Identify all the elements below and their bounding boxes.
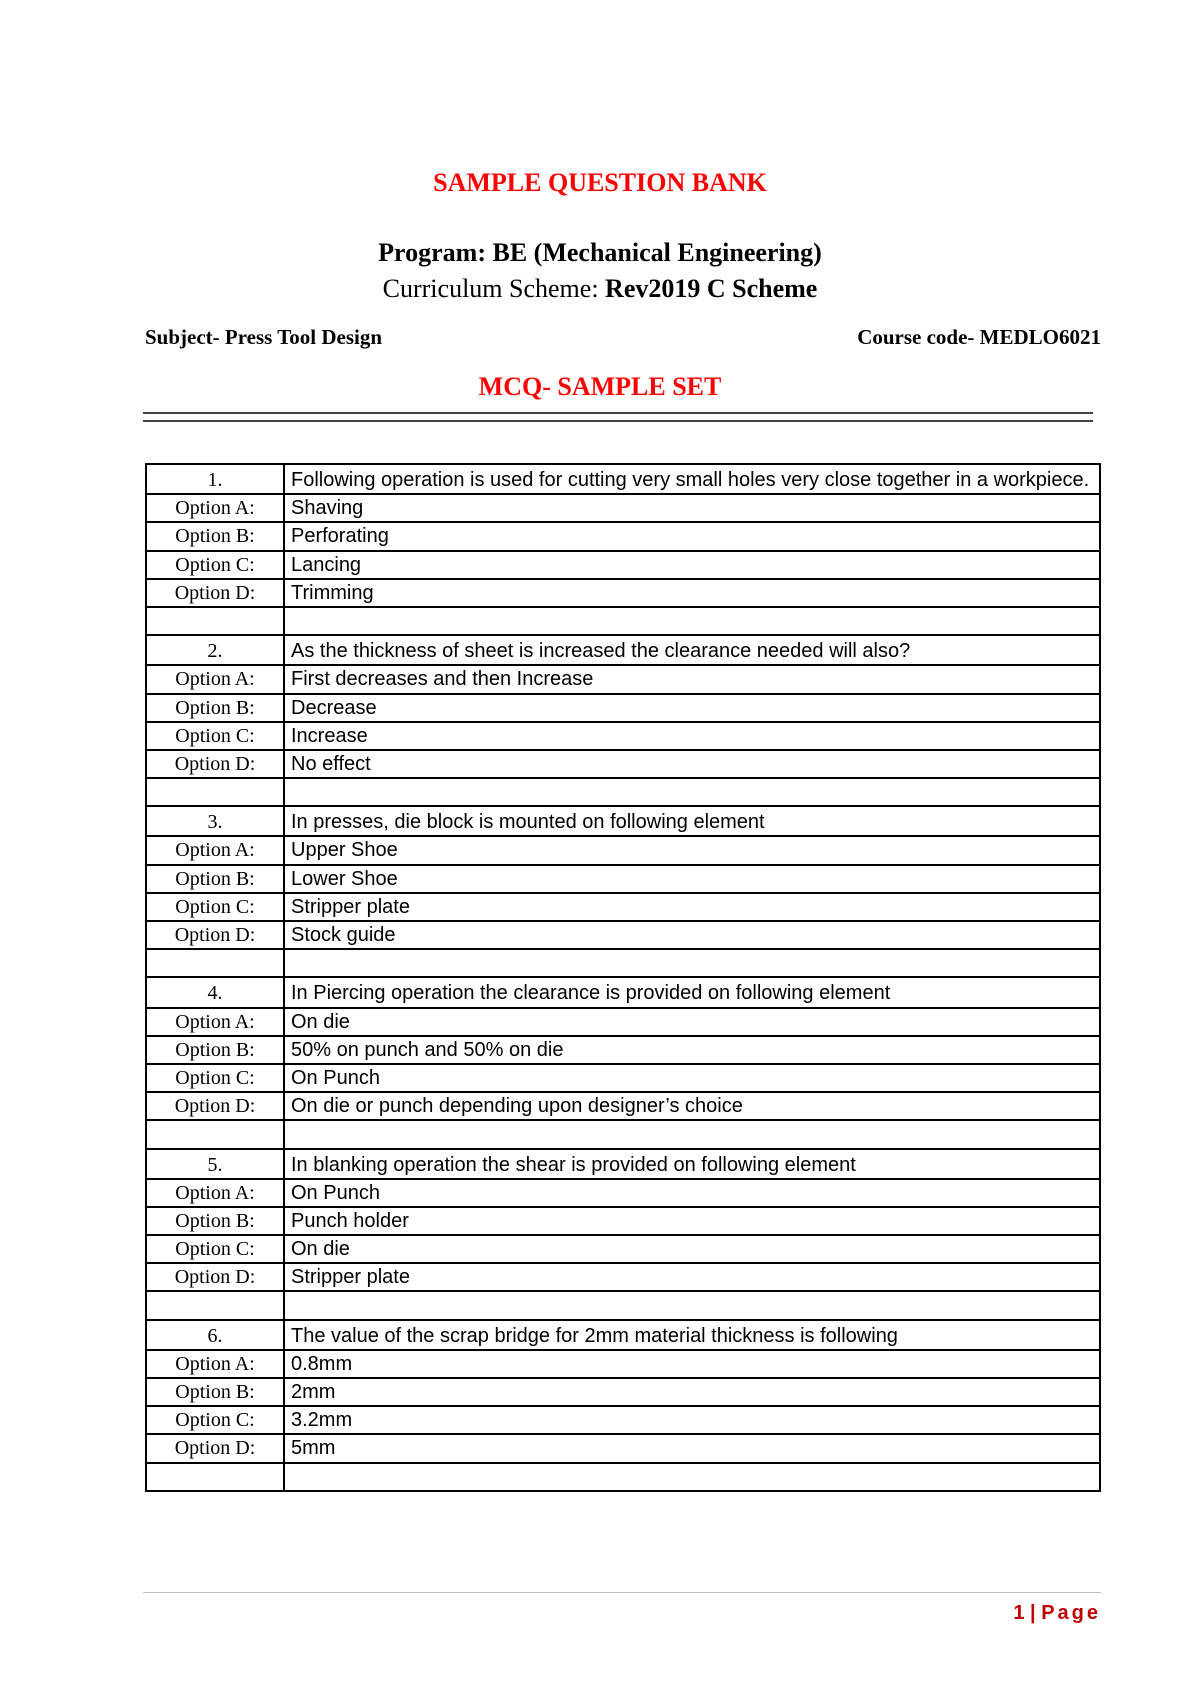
option-label: Option A: [146,665,284,693]
page-number: 1 [1013,1602,1025,1624]
option-row [146,1378,1100,1406]
option-row [146,865,1100,893]
question-number: 1. [146,464,284,494]
option-row [146,1064,1100,1092]
option-label: Option B: [146,1036,284,1064]
question-row [146,635,1100,665]
option-row [146,750,1100,778]
option-row [146,836,1100,864]
mcq-heading: MCQ- SAMPLE SET [478,372,722,401]
option-row [146,579,1100,607]
option-label: Option B: [146,522,284,550]
question-row [146,806,1100,836]
page-separator: | [1030,1602,1036,1624]
option-text: Lancing [284,551,1100,579]
spacer-row [146,1463,1100,1491]
option-label: Option C: [146,1235,284,1263]
option-label: Option D: [146,750,284,778]
option-label: Option A: [146,1008,284,1036]
double-rule-divider [143,412,1093,422]
subject-label: Subject- Press Tool Design [145,325,383,349]
option-text: On die or punch depending upon designer’s choice [284,1092,1100,1120]
question-text: In blanking operation the shear is provided on following element [284,1149,1100,1179]
option-row [146,494,1100,522]
option-text: On Punch [284,1179,1100,1207]
option-label: Option C: [146,1064,284,1092]
option-text: No effect [284,750,1100,778]
question-number: 3. [146,806,284,836]
option-label: Option C: [146,893,284,921]
option-text: Shaving [284,494,1100,522]
question-number: 2. [146,635,284,665]
option-label: Option B: [146,1207,284,1235]
option-row [146,1434,1100,1462]
option-text: On Punch [284,1064,1100,1092]
option-row [146,1235,1100,1263]
question-text: Following operation is used for cutting very small holes very close together in a workpiece. [284,464,1100,494]
spacer-row [146,1291,1100,1319]
question-number: 5. [146,1149,284,1179]
question-row [146,977,1100,1007]
option-label: Option A: [146,494,284,522]
option-label: Option B: [146,1378,284,1406]
option-row [146,1263,1100,1291]
option-text: Lower Shoe [284,865,1100,893]
option-text: Stripper plate [284,893,1100,921]
option-row [146,522,1100,550]
page-number-footer [1013,1602,1101,1625]
option-label: Option C: [146,551,284,579]
option-label: Option D: [146,579,284,607]
option-text: Punch holder [284,1207,1100,1235]
option-text: Stock guide [284,921,1100,949]
option-row [146,921,1100,949]
program-label: Program: [378,238,486,267]
option-label: Option A: [146,1350,284,1378]
option-row [146,1179,1100,1207]
option-text: 2mm [284,1378,1100,1406]
question-number: 4. [146,977,284,1007]
option-label: Option C: [146,1406,284,1434]
option-label: Option D: [146,1434,284,1462]
option-row [146,722,1100,750]
option-text: 3.2mm [284,1406,1100,1434]
option-row [146,1036,1100,1064]
question-row [146,1149,1100,1179]
question-text: In Piercing operation the clearance is provided on following element [284,977,1100,1007]
option-row [146,1092,1100,1120]
option-label: Option D: [146,1092,284,1120]
question-text: The value of the scrap bridge for 2mm material thickness is following [284,1320,1100,1350]
option-text: Increase [284,722,1100,750]
spacer-row [146,607,1100,635]
option-label: Option D: [146,921,284,949]
option-label: Option D: [146,1263,284,1291]
option-row [146,551,1100,579]
option-text: Upper Shoe [284,836,1100,864]
question-text: As the thickness of sheet is increased the clearance needed will also? [284,635,1100,665]
document-title: SAMPLE QUESTION BANK [433,168,767,197]
option-row [146,694,1100,722]
option-row [146,1207,1100,1235]
option-row [146,1008,1100,1036]
page-word: Page [1041,1602,1101,1624]
option-label: Option B: [146,694,284,722]
option-label: Option A: [146,836,284,864]
question-table [145,463,1101,1492]
question-text: In presses, die block is mounted on following element [284,806,1100,836]
option-row [146,893,1100,921]
footer-divider [143,1592,1101,1593]
option-row [146,665,1100,693]
option-text: 5mm [284,1434,1100,1462]
spacer-row [146,1120,1100,1148]
option-row [146,1350,1100,1378]
spacer-row [146,949,1100,977]
course-code-label: Course code- MEDLO6021 [857,325,1101,349]
option-text: On die [284,1008,1100,1036]
option-row [146,1406,1100,1434]
option-text: Trimming [284,579,1100,607]
option-label: Option C: [146,722,284,750]
curriculum-scheme-line [0,274,1200,304]
question-number: 6. [146,1320,284,1350]
question-row [146,1320,1100,1350]
option-text: 0.8mm [284,1350,1100,1378]
scheme-value: Rev2019 C Scheme [605,274,818,303]
scheme-label: Curriculum Scheme: [382,274,599,303]
option-label: Option A: [146,1179,284,1207]
option-text: Stripper plate [284,1263,1100,1291]
option-text: 50% on punch and 50% on die [284,1036,1100,1064]
option-text: On die [284,1235,1100,1263]
option-label: Option B: [146,865,284,893]
option-text: Decrease [284,694,1100,722]
program-line [0,238,1200,268]
question-row [146,464,1100,494]
program-value: BE (Mechanical Engineering) [492,238,822,267]
option-text: First decreases and then Increase [284,665,1100,693]
option-text: Perforating [284,522,1100,550]
spacer-row [146,778,1100,806]
